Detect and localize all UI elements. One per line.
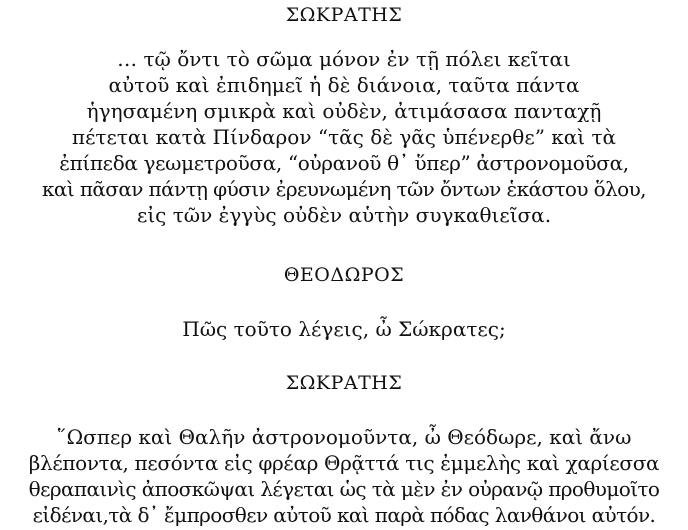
speech-line: εἰδέναι,τὰ δ᾽ ἔμπροσθεν αὐτοῦ καὶ παρὰ πόδας λανθάνοι αὐτόν. bbox=[32, 503, 656, 527]
speech-line: βλέποντα, πεσόντα εἰς φρέαρ Θρᾷττά τις ἐμμελὴς καὶ χαρίεσσα bbox=[28, 451, 660, 475]
speech-line: Πῶς τοῦτο λέγεις, ὦ Σώκρατες; bbox=[182, 317, 506, 341]
speaker-heading-socrates: ΣΩΚΡΑΤΗΣ bbox=[285, 4, 403, 26]
speaker-heading-socrates: ΣΩΚΡΑΤΗΣ bbox=[285, 372, 403, 394]
speech-line: ῞Ωσπερ καὶ Θαλῆν ἀστρονομοῦντα, ὦ Θεόδωρε, καὶ ἄνω bbox=[56, 425, 632, 449]
speech-line: … τῷ ὄντι τὸ σῶμα μόνον ἐν τῇ πόλει κεῖται bbox=[117, 47, 571, 71]
speech-line: καὶ πᾶσαν πάντῃ φύσιν ἐρευνωμένη τῶν ὄντων ἑκάστου ὅλου, bbox=[42, 177, 646, 201]
speech-line: εἰς τῶν ἐγγὺς οὐδὲν αὑτὴν συγκαθιεῖσα. bbox=[136, 203, 552, 227]
speaker-heading-theodorus: ΘΕΟΔΩΡΟΣ bbox=[283, 264, 405, 286]
speech-line: αὐτοῦ καὶ ἐπιδημεῖ ἡ δὲ διάνοια, ταῦτα πάντα bbox=[108, 73, 580, 97]
speech-line: πέτεται κατὰ Πίνδαρον “τᾶς δὲ γᾶς ὑπένερθε” καὶ τὰ bbox=[71, 125, 617, 149]
speech-line: ἐπίπεδα γεωμετροῦσα, “οὐρανοῦ θ᾽ ὕπερ” ἀστρονομοῦσα, bbox=[59, 151, 629, 175]
speech-line: θεραπαινὶς ἀποσκῶψαι λέγεται ὡς τὰ μὲν ἐν οὐρανῷ προθυμοῖτο bbox=[28, 477, 660, 501]
speech-line: ἡγησαμένη σμικρὰ καὶ οὐδὲν, ἀτιμάσασα πανταχῇ bbox=[86, 99, 602, 123]
